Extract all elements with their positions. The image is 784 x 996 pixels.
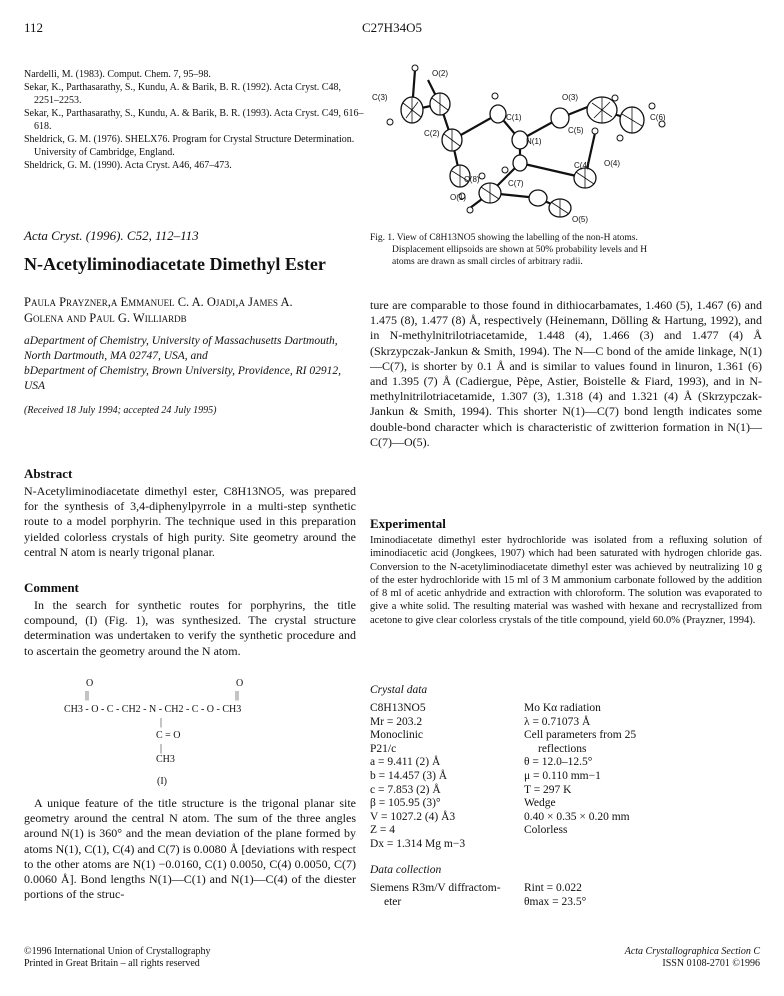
reference-item: Sheldrick, G. M. (1990). Acta Cryst. A46, 467–473. <box>24 160 232 171</box>
ortep-drawing <box>370 58 760 230</box>
scheme-oxygen: O <box>236 678 244 689</box>
abstract-heading: Abstract <box>24 466 73 481</box>
comment-paragraph: In the search for synthetic routes for porphyrins, the title compound, (I) (Fig. 1), was synthesized. The crystal structure determination was undertaken to verify the synthetic procedure and to ascertain the geometry around the N atom. <box>24 598 356 658</box>
authors-line: Paula Prayzner,a Emmanuel C. A. Ojadi,a James A. <box>24 295 293 309</box>
crystal-data-item: θ = 12.0–12.5° <box>524 756 593 769</box>
crystal-data-left <box>370 702 465 852</box>
affiliation: aDepartment of Chemistry, University of Massachusetts Dartmouth, North Dartmouth, MA 02747, USA, and <box>24 335 338 362</box>
comment-heading: Comment <box>24 580 79 595</box>
crystal-data-item: C8H13NO5 <box>370 702 426 714</box>
comment-paragraph: ture are comparable to those found in dithiocarbamates, 1.460 (5), 1.467 (6) and 1.475 (8), 1.477 (8) Å, respectively (Heinemann, Dölling & Hartung, 1992), and in N-methylnitrilotriacetamide, 1.448 (4), 1.466 (3) and 1.477 (4) Å (Skrzypczak-Jankun & Smith, 1994). The N—C bond of the amide linkage, N(1)—C(7), is shorter by 0.1 Å and is similar to values found in linuron, 1.361 (6) and 1.395 (7) Å (Cadiergue, Pèpe, Astier, Boistelle & Fiard, 1993), and in N-methylnitrilotriacetamide, 1.307 (3), 1.318 (4) and 1.321 (4) Å (Skrzypczak-Jankun & Smith, 1994). This shorter N(1)—C(7) bond length indicates some double-bond character which is characteristic of zwitterion formation in N(1)—C(7)—O(5). <box>370 298 762 449</box>
footer-copyright: ©1996 International Union of Crystallography <box>24 946 211 957</box>
data-collection-item: eter <box>384 895 402 908</box>
footer-right <box>560 946 760 970</box>
references-list <box>24 68 364 172</box>
data-collection-item: Siemens R3m/V diffractom- <box>370 882 501 894</box>
crystal-data-item: V = 1027.2 (4) Å3 <box>370 810 456 823</box>
data-collection-right <box>524 882 586 909</box>
reference-item: Sekar, K., Parthasarathy, S., Kundu, A. & Barik, B. R. (1992). Acta Cryst. C48, 2251–2253. <box>24 82 341 106</box>
chemical-scheme <box>24 678 354 768</box>
crystal-data-item: T = 297 K <box>524 783 572 796</box>
reference-item: Sheldrick, G. M. (1976). SHELX76. Program for Crystal Structure Determination. University of Cambridge, England. <box>24 134 355 158</box>
data-collection-heading: Data collection <box>370 864 442 876</box>
crystal-data-item: Dx = 1.314 Mg m−3 <box>370 837 466 850</box>
article-citation: Acta Cryst. (1996). C52, 112–113 <box>24 228 199 243</box>
scheme-double-bond: || <box>85 690 90 701</box>
crystal-data-item: λ = 0.71073 Å <box>524 715 591 728</box>
data-collection-item: Rint = 0.022 <box>524 882 582 894</box>
scheme-label: (I) <box>157 776 167 787</box>
crystal-data-item: Monoclinic <box>370 729 424 742</box>
comment-paragraph: A unique feature of the title structure is the trigonal planar site geometry around the central N atom. The sum of the three angles around N(1) is 360° and the mean deviation of the plane formed by atoms N(1), C(1), C(4) and C(7) is 0.0080 Å [deviations with respect to the other atoms are N(1) −0.0160, C(1) 0.0050, C(4) 0.0050, C(7) 0.0060 Å]. Bond lengths N(1)—C(1) and N(1)—C(4) of the diester portions of the struc- <box>24 796 356 902</box>
caption-line: atoms are drawn as small circles of arbitrary radii. <box>392 257 583 267</box>
atom-label: C(5) <box>568 126 584 135</box>
atom-label: O(5) <box>572 215 588 224</box>
caption-line: Displacement ellipsoids are shown at 50% probability levels and H <box>392 245 648 255</box>
crystal-data-item: a = 9.411 (2) Å <box>370 756 441 769</box>
crystal-data-item: Colorless <box>524 824 568 837</box>
crystal-data-item: c = 7.853 (2) Å <box>370 783 441 796</box>
crystal-data-item: Mr = 203.2 <box>370 715 423 728</box>
crystal-data-item: μ = 0.110 mm−1 <box>524 769 601 782</box>
footer-left <box>24 946 210 970</box>
figure-caption <box>370 232 760 268</box>
crystal-data-item: Z = 4 <box>370 824 396 837</box>
experimental-paragraph: Iminodiacetate dimethyl ester hydrochloride was isolated from a refluxing solution of iminodiacetic acid (Jongkees, 1907) which had been saturated with hydrogen chloride gas. Conversion to the N-acetyliminodiacetate dimethyl ester was achieved by neutralizing 10 g of the ester hydrochloride with 15 ml of 3 M ammonium carbonate followed by the addition of 8 ml of acetic anhydride and extraction with chloroform. The solution was evaporated to give a white solid. The resulting material was washed with hexane and recrystallized from acetone to give clear colorless crystals of the title compound, yield 60.0% (Prayzner, 1994). <box>370 535 762 626</box>
scheme-main-chain: CH3 - O - C - CH2 - N - CH2 - C - O - CH3 <box>64 704 242 715</box>
authors-line: Golena and Paul G. Williardb <box>24 311 187 325</box>
page-number: 112 <box>24 20 44 35</box>
atom-label: C(1) <box>506 113 522 122</box>
running-head: C27H34O5 <box>362 20 422 35</box>
crystal-data-item: Cell parameters from 25 <box>524 729 637 742</box>
crystal-data-item: reflections <box>538 742 587 755</box>
atom-label: C(2) <box>424 129 440 138</box>
scheme-carbonyl: C = O <box>156 730 181 741</box>
crystal-data-item: Wedge <box>524 797 556 810</box>
footer-printed: Printed in Great Britain – all rights reserved <box>24 958 200 969</box>
scheme-methyl: CH3 <box>156 754 175 765</box>
crystal-data-right <box>524 702 636 838</box>
atom-label: C(3) <box>372 93 388 102</box>
crystal-data-item: β = 105.95 (3)° <box>370 797 441 810</box>
reference-item: Nardelli, M. (1983). Comput. Chem. 7, 95–98. <box>24 69 211 80</box>
abstract-text <box>24 484 356 560</box>
abstract-paragraph: N-Acetyliminodiacetate dimethyl ester, C8H13NO5, was prepared for the synthesis of 3,4-diphenylpyrrole in a multi-step synthetic route to a model porphyrin. The technique used in this preparation yielded colorless crystals of high purity. Site geometry around the central N atom is nearly trigonal planar. <box>24 484 356 559</box>
right-column-text <box>370 298 762 450</box>
data-collection-item: θmax = 23.5° <box>524 895 587 908</box>
article-title: N-Acetyliminodiacetate Dimethyl Ester <box>24 254 326 274</box>
scheme-double-bond: || <box>235 690 240 701</box>
crystal-data-item: 0.40 × 0.35 × 0.20 mm <box>524 810 630 823</box>
data-collection-left <box>370 882 501 909</box>
atom-label: N(1) <box>526 137 542 146</box>
caption-line: Fig. 1. View of C8H13NO5 showing the labelling of the non-H atoms. <box>370 233 638 243</box>
experimental-heading: Experimental <box>370 516 446 531</box>
received-dates: (Received 18 July 1994; accepted 24 July 1995) <box>24 405 217 416</box>
scheme-single-bond: | <box>160 717 163 728</box>
scheme-single-bond: | <box>160 743 163 754</box>
affiliations <box>24 334 354 394</box>
footer-journal: Acta Crystallographica Section C <box>624 946 760 957</box>
scheme-oxygen: O <box>86 678 94 689</box>
atom-label: O(2) <box>432 69 448 78</box>
comment-text-1 <box>24 598 356 659</box>
atom-label: O(4) <box>604 159 620 168</box>
experimental-text <box>370 534 762 627</box>
atom-label: C(8) <box>464 175 480 184</box>
authors <box>24 294 354 326</box>
crystal-data-item: Mo Kα radiation <box>524 702 601 714</box>
molecule-figure <box>370 58 760 230</box>
atom-label: C(7) <box>508 179 524 188</box>
affiliation: bDepartment of Chemistry, Brown University, Providence, RI 02912, USA <box>24 365 341 392</box>
atom-label: O(1) <box>450 193 466 202</box>
crystal-data-heading: Crystal data <box>370 684 428 696</box>
atom-label: C(6) <box>650 113 666 122</box>
crystal-data-item: P21/c <box>370 742 397 755</box>
atom-label: O(3) <box>562 93 578 102</box>
crystal-data-item: b = 14.457 (3) Å <box>370 769 448 782</box>
comment-text-2 <box>24 796 356 902</box>
footer-issn: ISSN 0108-2701 ©1996 <box>662 958 760 969</box>
reference-item: Sekar, K., Parthasarathy, S., Kundu, A. & Barik, B. R. (1993). Acta Cryst. C49, 616–618. <box>24 108 364 132</box>
atom-label: C(4) <box>574 161 590 170</box>
